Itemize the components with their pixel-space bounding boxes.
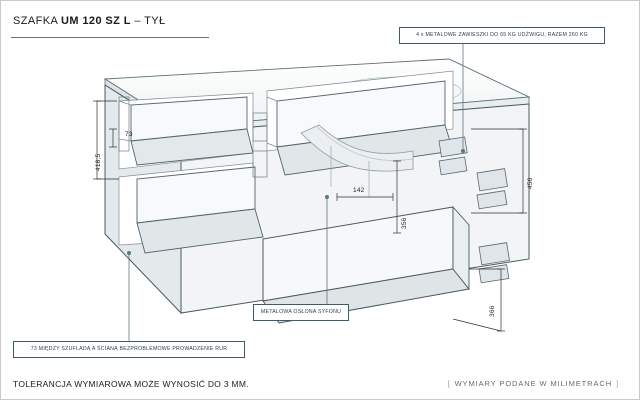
title-suffix: – TYŁ: [130, 15, 166, 27]
dimension-456: 456: [527, 177, 534, 189]
callout-siphon-cover: [253, 304, 349, 321]
dimension-366: 366: [489, 305, 496, 317]
bracket-close: ]: [616, 379, 619, 388]
dimension-356: 356: [401, 217, 408, 229]
title-model: UM 120 SZ L: [61, 15, 131, 27]
callout-drawer-wall-gap: [13, 341, 245, 358]
title-prefix: SZAFKA: [13, 15, 62, 27]
callout-hinges-label: 4 x METALOWE ZAWIESZKI DO 65 KG UDŹWIGU, RAZEM 260 KG: [416, 31, 588, 38]
callout-siphon-label: METALOWA OSŁONA SYFONU: [260, 308, 342, 315]
dimension-142: 142: [353, 187, 365, 194]
dimension-418-5: 418,5: [95, 153, 102, 171]
callout-hinges: [399, 27, 605, 44]
bracket-open: [: [447, 379, 451, 388]
units-label: WYMIARY PODANE W MILIMETRACH: [454, 379, 613, 388]
units-note: [444, 379, 623, 388]
tolerance-note: TOLERANCJA WYMIAROWA MOŻE WYNOSIĆ DO 3 MM.: [13, 379, 249, 389]
callout-gap-label: 73 MIĘDZY SZUFLADĄ A ŚCIANĄ BEZPROBLEMOWE PROWADZENIE RUR: [30, 345, 228, 352]
dimension-73: 73: [125, 131, 133, 138]
